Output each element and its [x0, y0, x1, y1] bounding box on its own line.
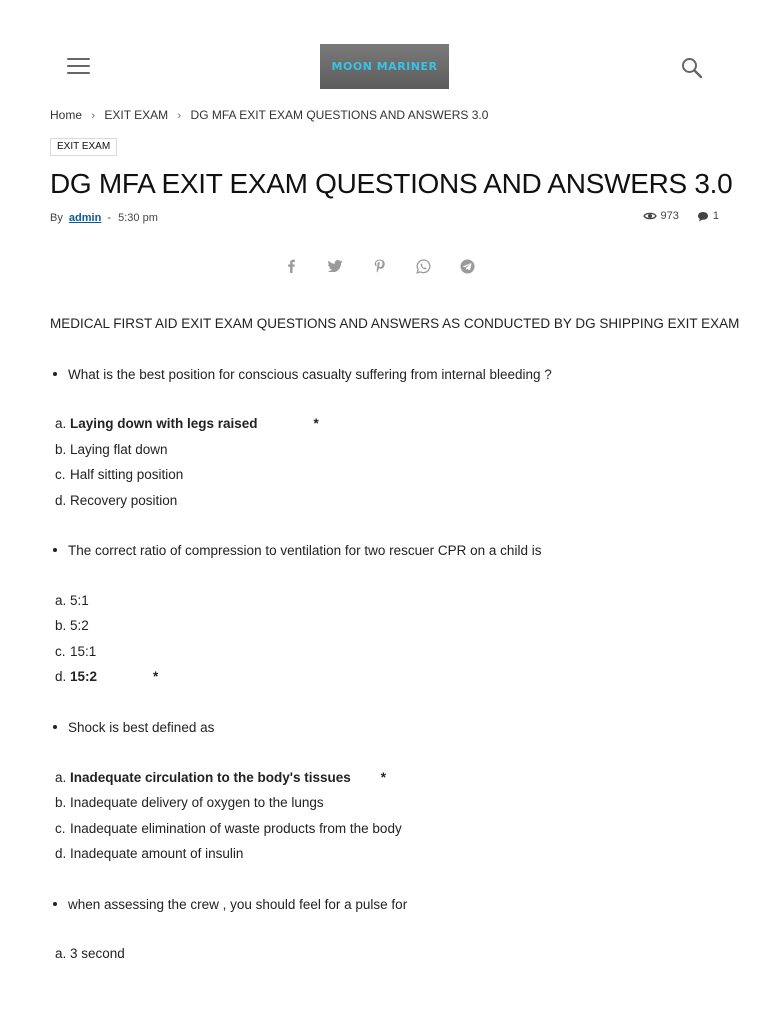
post-meta [50, 212, 158, 224]
post-stats [643, 210, 719, 222]
option-letter: b. [55, 618, 67, 633]
option-text: Inadequate circulation to the body's tissues [70, 770, 351, 785]
option-text: Inadequate delivery of oxygen to the lungs [70, 795, 324, 810]
option-1a [55, 416, 319, 431]
option-letter: a. [55, 593, 67, 608]
option-text: Inadequate elimination of waste products from the body [70, 821, 402, 836]
telegram-icon[interactable] [456, 255, 478, 277]
option-text: Laying flat down [70, 442, 168, 457]
option-text: 5:2 [70, 618, 89, 633]
option-letter: d. [55, 493, 67, 508]
share-bar [280, 255, 478, 277]
question-3 [53, 720, 214, 735]
question-2 [53, 543, 541, 558]
option-1c [55, 467, 183, 482]
chevron-right-icon: › [177, 110, 182, 122]
option-letter: b. [55, 442, 67, 457]
author-link[interactable]: admin [68, 212, 102, 224]
bullet [53, 372, 57, 376]
by-label: By [50, 212, 63, 224]
option-text: Half sitting position [70, 467, 184, 482]
eye-icon [643, 211, 657, 221]
option-letter: a. [55, 416, 67, 431]
question-text: when assessing the crew , you should feel for a pulse for [68, 897, 408, 912]
option-text: 15:1 [70, 644, 97, 659]
option-text: 5:1 [70, 593, 89, 608]
breadcrumb [50, 108, 488, 122]
question-4 [53, 897, 407, 912]
question-text: What is the best position for conscious casualty suffering from internal bleeding ? [68, 367, 552, 382]
comment-icon[interactable] [697, 211, 709, 222]
option-3a [55, 770, 386, 785]
category-tag[interactable]: EXIT EXAM [50, 138, 117, 156]
option-letter: a. [55, 770, 67, 785]
option-4a [55, 946, 125, 961]
question-text: Shock is best defined as [68, 720, 215, 735]
question-text: The correct ratio of compression to ventilation for two rescuer CPR on a child is [68, 543, 542, 558]
site-logo[interactable] [320, 44, 449, 89]
option-text: 15:2 [70, 669, 98, 684]
option-2a [55, 593, 89, 608]
option-letter: c. [55, 821, 66, 836]
option-letter: c. [55, 644, 66, 659]
correct-marker: * [153, 669, 159, 684]
article-intro: MEDICAL FIRST AID EXIT EXAM QUESTIONS AND ANSWERS AS CONDUCTED BY DG SHIPPING EXIT EXAM [50, 316, 740, 331]
option-1b [55, 442, 168, 457]
option-3d [55, 846, 243, 861]
option-text: Laying down with legs raised [70, 416, 258, 431]
option-3b [55, 795, 324, 810]
breadcrumb-category[interactable]: EXIT EXAM [104, 108, 169, 122]
option-text: Inadequate amount of insulin [70, 846, 244, 861]
logo-text: MOON MARINER [331, 60, 438, 73]
facebook-icon[interactable] [280, 255, 302, 277]
correct-marker: * [313, 416, 319, 431]
option-letter: c. [55, 467, 66, 482]
question-1 [53, 367, 552, 382]
option-1d [55, 493, 177, 508]
twitter-icon[interactable] [324, 255, 346, 277]
option-letter: d. [55, 846, 67, 861]
bullet [53, 902, 57, 906]
pinterest-icon[interactable] [368, 255, 390, 277]
hamburger-icon[interactable] [67, 58, 90, 76]
option-letter: a. [55, 946, 67, 961]
chevron-right-icon: › [91, 110, 96, 122]
option-text: 3 second [70, 946, 125, 961]
option-letter: b. [55, 795, 67, 810]
option-2d [55, 669, 158, 684]
breadcrumb-home[interactable]: Home [50, 108, 83, 122]
site-header [0, 0, 768, 100]
bullet [53, 548, 57, 552]
option-2b [55, 618, 89, 633]
correct-marker: * [380, 770, 387, 785]
meta-separator: - [107, 212, 112, 224]
option-2c [55, 644, 96, 659]
bullet [53, 725, 57, 729]
search-icon[interactable] [681, 57, 703, 79]
option-text: Recovery position [70, 493, 178, 508]
page-title: DG MFA EXIT EXAM QUESTIONS AND ANSWERS 3.0 [50, 168, 733, 199]
comments-count[interactable]: 1 [712, 210, 719, 222]
views-count: 973 [660, 210, 679, 222]
option-3c [55, 821, 402, 836]
post-time: 5:30 pm [118, 212, 158, 224]
breadcrumb-current: DG MFA EXIT EXAM QUESTIONS AND ANSWERS 3.0 [190, 108, 489, 122]
option-letter: d. [55, 669, 67, 684]
whatsapp-icon[interactable] [412, 255, 434, 277]
